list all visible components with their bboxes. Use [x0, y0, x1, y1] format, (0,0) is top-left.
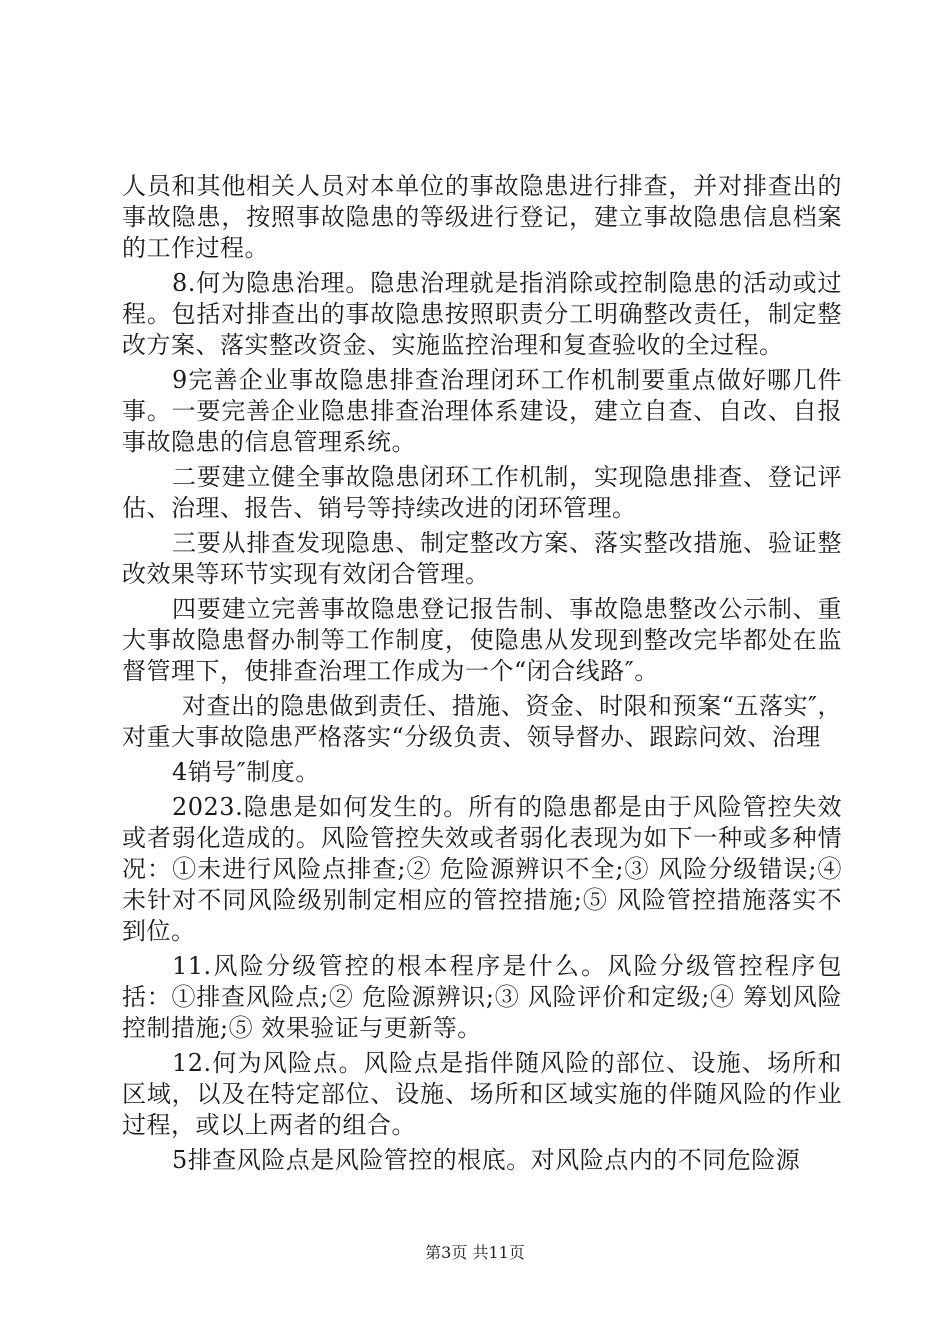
paragraph-cancellation: 4销号″制度。 — [172, 758, 320, 786]
paragraph-item-9: 9完善企业事故隐患排查治理闭环工作机制要重点做好哪几件事。一要完善企业隐患排查治理体系建设，建立自查、自改、自报事故隐患的信息管理系统。 — [122, 366, 842, 456]
paragraph-second-point: 二要建立健全事故隐患闭环工作机制，实现隐患排查、登记评估、治理、报告、销号等持续改进的闭环管理。 — [122, 463, 842, 522]
paragraph-item-8: 8.何为隐患治理。隐患治理就是指消除或控制隐患的活动或过程。包括对排查出的事故隐患按照职责分工明确整改责任，制定整改方案、落实整改资金、实施监控治理和复查验收的全过程。 — [122, 269, 842, 359]
paragraph-item-5: 5排查风险点是风险管控的根底。对风险点内的不同危险源 — [172, 1146, 801, 1174]
paragraph-item-11: 11.风险分级管控的根本程序是什么。风险分级管控程序包括：①排查风险点;② 危险源辨识;③ 风险评价和定级;④ 筹划风险控制措施;⑤ 效果验证与更新等。 — [122, 952, 842, 1042]
paragraph-five-implementations: 对查出的隐患做到责任、措施、资金、时限和预案“五落实″，对重大事故隐患严格落实“分级负责、领导督办、跟踪问效、治理 — [122, 692, 842, 751]
paragraph-item-12: 12.何为风险点。风险点是指伴随风险的部位、设施、场所和区域，以及在特定部位、设施、场所和区域实施的伴随风险的作业过程，或以上两者的组合。 — [122, 1049, 842, 1139]
document-body — [122, 171, 842, 1180]
paragraph-continued: 人员和其他相关人员对本单位的事故隐患进行排查，并对排查出的事故隐患，按照事故隐患的等级进行登记，建立事故隐患信息档案的工作过程。 — [122, 172, 842, 262]
paragraph-fourth-point: 四要建立完善事故隐患登记报告制、事故隐患整改公示制、重大事故隐患督办制等工作制度，使隐患从发现到整改完毕都处在监督管理下，使排查治理工作成为一个“闭合线路″。 — [122, 595, 842, 685]
page-number-footer: 第3页 共11页 — [425, 1243, 525, 1262]
paragraph-item-10: 2023.隐患是如何发生的。所有的隐患都是由于风险管控失效或者弱化造成的。风险管控失效或者弱化表现为如下一种或多种情况：①未进行风险点排查;② 危险源辨识不全;③ 风险分级错误;④ 未针对不同风险级别制定相应的管控措施;⑤ 风险管控措施落实不到位。 — [122, 793, 842, 945]
paragraph-third-point: 三要从排查发现隐患、制定整改方案、落实整改措施、验证整改效果等环节实现有效闭合管理。 — [122, 529, 842, 588]
